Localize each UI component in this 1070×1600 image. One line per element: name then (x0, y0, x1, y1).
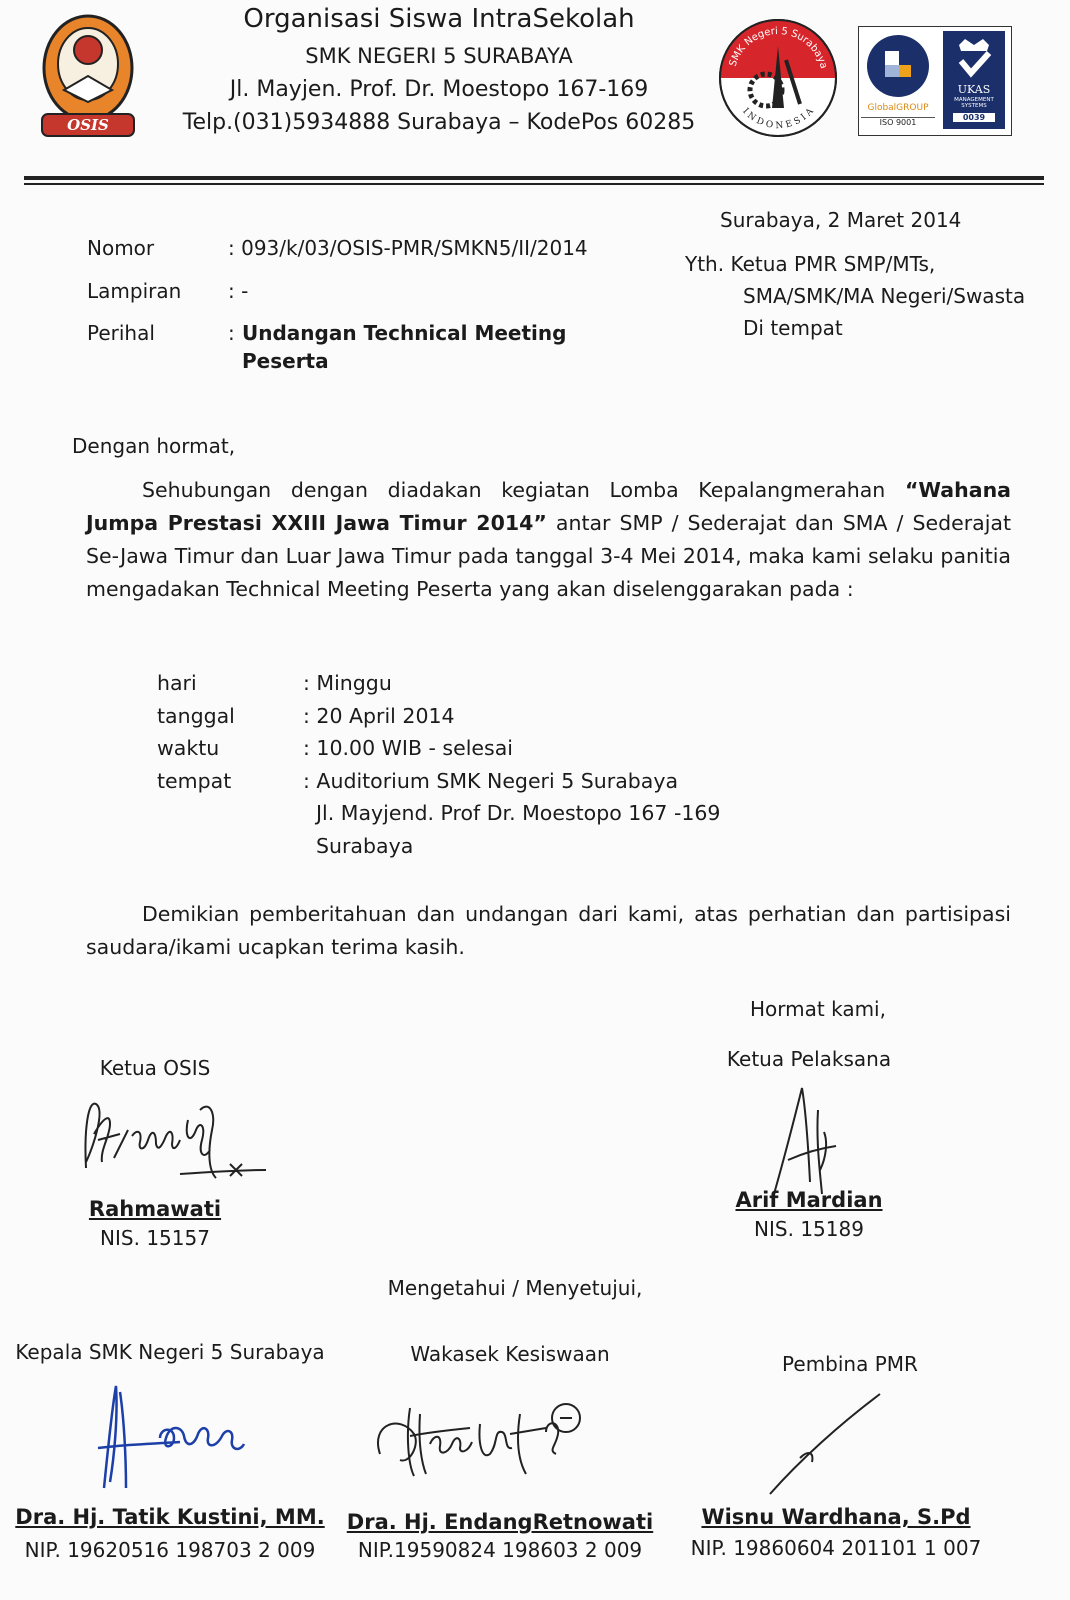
vice-principal-name: Dra. Hj. EndangRetnowati (346, 1510, 654, 1534)
detail-value-hari: : Minggu (303, 671, 392, 695)
perihal-line1: Undangan Technical Meeting (242, 321, 567, 345)
signature-arif (766, 1082, 856, 1202)
detail-label-tempat: tempat (157, 769, 232, 793)
detail-value-tanggal: : 20 April 2014 (303, 704, 455, 728)
ukas-logo (943, 31, 1005, 129)
ukas-text: UKAS (957, 83, 991, 96)
venue-city: Surabaya (316, 834, 414, 858)
school-seal (716, 16, 840, 140)
paragraph-intro-b: antar SMP / Sederajat dan SMA / Sederajat Se-Jawa Timur dan Luar Jawa Timur pada tanggal 3-4 Mei 2014, maka kami selaku panitia mengadakan Technical Meeting Peserta yang akan diselenggarakan pada : (86, 511, 1011, 601)
place-date: Surabaya, 2 Maret 2014 (720, 208, 962, 232)
detail-value-waktu: : 10.00 WIB - selesai (303, 736, 513, 760)
school-contact: Telp.(031)5934888 Surabaya – KodePos 60285 (182, 110, 696, 135)
venue-address: Jl. Mayjend. Prof Dr. Moestopo 167 -169 (316, 801, 721, 825)
headmaster-id: NIP. 19620516 198703 2 009 (24, 1538, 316, 1562)
paragraph-closing: Demikian pemberitahuan dan undangan dari kami, atas perhatian dan partisipasi saudara/ikami ucapkan terima kasih. (86, 902, 1011, 959)
perihal-line2: Peserta (242, 349, 329, 373)
cert-iso: ISO 9001 (861, 117, 935, 127)
org-name: Organisasi Siswa IntraSekolah (243, 4, 635, 34)
nomor-value: : 093/k/03/OSIS-PMR/SMKN5/II/2014 (228, 236, 588, 260)
pmr-coach-name: Wisnu Wardhana, S.Pd (701, 1505, 971, 1529)
svg-text:OSIS: OSIS (67, 116, 109, 134)
perihal-colon: : (228, 321, 235, 345)
vice-principal-title: Wakasek Kesiswaan (410, 1342, 610, 1366)
recipient-line2: SMA/SMK/MA Negeri/Swasta (743, 284, 1026, 308)
perihal-label: Perihal (87, 321, 155, 345)
pmr-coach-title: Pembina PMR (782, 1352, 918, 1376)
right-sign-id: NIS. 15189 (754, 1217, 864, 1241)
signature-vice-principal (370, 1384, 600, 1484)
regards: Hormat kami, (750, 997, 886, 1021)
detail-label-hari: hari (157, 671, 197, 695)
left-sign-title: Ketua OSIS (99, 1056, 211, 1080)
recipient-line3: Di tempat (743, 316, 843, 340)
lampiran-label: Lampiran (87, 279, 182, 303)
right-sign-title: Ketua Pelaksana (726, 1047, 892, 1071)
header-rule-thick (24, 176, 1044, 180)
left-sign-name: Rahmawati (88, 1197, 222, 1221)
detail-label-tanggal: tanggal (157, 704, 235, 728)
event-name: “Wahana Jumpa Prestasi XXIII Jawa Timur 2014” (86, 478, 1011, 535)
certification-box (858, 26, 1012, 136)
headmaster-name: Dra. Hj. Tatik Kustini, MM. (15, 1505, 325, 1529)
lampiran-value: : - (228, 279, 249, 303)
header-rule-thin (24, 183, 1044, 185)
headmaster-title: Kepala SMK Negeri 5 Surabaya (15, 1340, 325, 1364)
paragraph-intro-a: Sehubungan dengan diadakan kegiatan Lomba Kepalangmerahan (142, 478, 905, 502)
signature-rahmawati (80, 1090, 270, 1202)
nomor-label: Nomor (87, 236, 155, 260)
detail-label-waktu: waktu (157, 736, 220, 760)
greeting: Dengan hormat, (72, 434, 236, 458)
cert-brand: GlobalGROUP (867, 103, 929, 113)
recipient-line1: Yth. Ketua PMR SMP/MTs, (685, 252, 936, 276)
acknowledgement: Mengetahui / Menyetujui, (387, 1276, 643, 1300)
detail-value-tempat: : Auditorium SMK Negeri 5 Surabaya (303, 769, 679, 793)
school-name: SMK NEGERI 5 SURABAYA (305, 44, 573, 68)
left-sign-id: NIS. 15157 (100, 1226, 210, 1250)
right-sign-name: Arif Mardian (735, 1188, 883, 1212)
vice-principal-id: NIP.19590824 198603 2 009 (357, 1538, 643, 1562)
ukas-sub: MANAGEMENT SYSTEMS (954, 97, 994, 109)
pmr-coach-id: NIP. 19860604 201101 1 007 (690, 1536, 982, 1560)
school-address: Jl. Mayjen. Prof. Dr. Moestopo 167-169 (229, 77, 649, 102)
seal-top-text: SMK Negeri 5 Surabaya (727, 25, 829, 70)
crown-check-icon (955, 37, 993, 79)
signature-pmr-coach (760, 1390, 900, 1500)
ukas-number: 0039 (953, 113, 995, 122)
globalgroup-logo (865, 31, 931, 101)
paragraph-intro (86, 474, 1011, 606)
seal-bottom-text: INDONESIA (740, 104, 818, 132)
signature-headmaster (90, 1378, 260, 1498)
